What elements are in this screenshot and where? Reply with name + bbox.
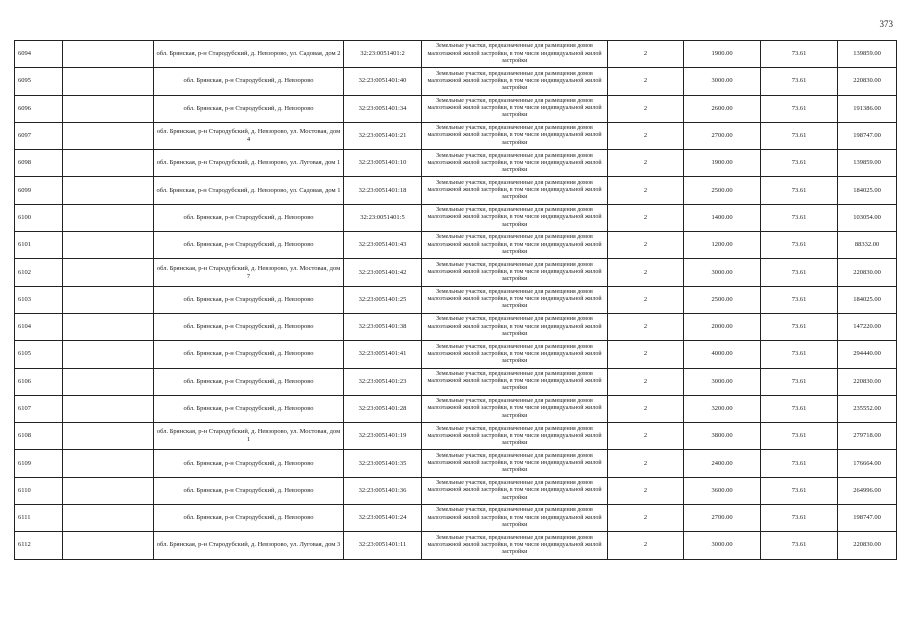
category-cell: 2 bbox=[608, 177, 684, 204]
cadastral-value-cell: 184025.00 bbox=[838, 177, 897, 204]
permitted-use-cell: Земельные участки, предназначенные для размещения домов малоэтажной жилой застройки, в том числе индивидуальной жилой застройки bbox=[422, 204, 608, 231]
permitted-use-cell: Земельные участки, предназначенные для размещения домов малоэтажной жилой застройки, в том числе индивидуальной жилой застройки bbox=[422, 368, 608, 395]
cadastral-value-cell: 176664.00 bbox=[838, 450, 897, 477]
area-cell: 2000.00 bbox=[684, 313, 761, 340]
permitted-use-cell: Земельные участки, предназначенные для размещения домов малоэтажной жилой застройки, в том числе индивидуальной жилой застройки bbox=[422, 395, 608, 422]
category-cell: 2 bbox=[608, 505, 684, 532]
permitted-use-cell: Земельные участки, предназначенные для размещения домов малоэтажной жилой застройки, в том числе индивидуальной жилой застройки bbox=[422, 259, 608, 286]
table-row bbox=[15, 150, 897, 177]
table-row bbox=[15, 286, 897, 313]
cadastral-number-cell: 32:23:0051401:2 bbox=[344, 41, 422, 68]
area-cell: 1200.00 bbox=[684, 232, 761, 259]
area-cell: 2700.00 bbox=[684, 122, 761, 149]
cadastral-number-cell: 32:23:0051401:41 bbox=[344, 341, 422, 368]
empty-cell bbox=[63, 95, 154, 122]
area-cell: 2700.00 bbox=[684, 505, 761, 532]
table-row bbox=[15, 341, 897, 368]
table-row bbox=[15, 450, 897, 477]
empty-cell bbox=[63, 450, 154, 477]
category-cell: 2 bbox=[608, 395, 684, 422]
area-cell: 1400.00 bbox=[684, 204, 761, 231]
specific-value-cell: 73.61 bbox=[761, 204, 838, 231]
specific-value-cell: 73.61 bbox=[761, 150, 838, 177]
permitted-use-cell: Земельные участки, предназначенные для размещения домов малоэтажной жилой застройки, в том числе индивидуальной жилой застройки bbox=[422, 122, 608, 149]
address-cell: обл. Брянская, р-н Стародубский, д. Невзорово bbox=[154, 450, 344, 477]
cadastral-number-cell: 32:23:0051401:38 bbox=[344, 313, 422, 340]
specific-value-cell: 73.61 bbox=[761, 41, 838, 68]
empty-cell bbox=[63, 477, 154, 504]
table-row bbox=[15, 368, 897, 395]
cadastral-value-cell: 220830.00 bbox=[838, 368, 897, 395]
empty-cell bbox=[63, 204, 154, 231]
specific-value-cell: 73.61 bbox=[761, 395, 838, 422]
empty-cell bbox=[63, 341, 154, 368]
table-row bbox=[15, 177, 897, 204]
address-cell: обл. Брянская, р-н Стародубский, д. Невзорово bbox=[154, 395, 344, 422]
row-number: 6106 bbox=[15, 368, 63, 395]
empty-cell bbox=[63, 177, 154, 204]
row-number: 6111 bbox=[15, 505, 63, 532]
category-cell: 2 bbox=[608, 95, 684, 122]
row-number: 6112 bbox=[15, 532, 63, 559]
area-cell: 2500.00 bbox=[684, 286, 761, 313]
cadastral-value-cell: 220830.00 bbox=[838, 68, 897, 95]
empty-cell bbox=[63, 41, 154, 68]
permitted-use-cell: Земельные участки, предназначенные для размещения домов малоэтажной жилой застройки, в том числе индивидуальной жилой застройки bbox=[422, 313, 608, 340]
permitted-use-cell: Земельные участки, предназначенные для размещения домов малоэтажной жилой застройки, в том числе индивидуальной жилой застройки bbox=[422, 286, 608, 313]
empty-cell bbox=[63, 259, 154, 286]
category-cell: 2 bbox=[608, 259, 684, 286]
table-row bbox=[15, 395, 897, 422]
empty-cell bbox=[63, 150, 154, 177]
cadastral-number-cell: 32:23:0051401:19 bbox=[344, 423, 422, 450]
address-cell: обл. Брянская, р-н Стародубский, д. Невзорово bbox=[154, 286, 344, 313]
empty-cell bbox=[63, 532, 154, 559]
specific-value-cell: 73.61 bbox=[761, 95, 838, 122]
specific-value-cell: 73.61 bbox=[761, 313, 838, 340]
table-row bbox=[15, 313, 897, 340]
row-number: 6098 bbox=[15, 150, 63, 177]
empty-cell bbox=[63, 122, 154, 149]
cadastral-value-cell: 264996.00 bbox=[838, 477, 897, 504]
address-cell: обл. Брянская, р-н Стародубский, д. Невзорово bbox=[154, 232, 344, 259]
cadastral-value-cell: 139859.00 bbox=[838, 150, 897, 177]
area-cell: 3600.00 bbox=[684, 477, 761, 504]
specific-value-cell: 73.61 bbox=[761, 505, 838, 532]
specific-value-cell: 73.61 bbox=[761, 368, 838, 395]
row-number: 6107 bbox=[15, 395, 63, 422]
cadastral-value-cell: 294440.00 bbox=[838, 341, 897, 368]
specific-value-cell: 73.61 bbox=[761, 341, 838, 368]
cadastral-number-cell: 32:23:0051401:11 bbox=[344, 532, 422, 559]
address-cell: обл. Брянская, р-н Стародубский, д. Невзорово bbox=[154, 368, 344, 395]
specific-value-cell: 73.61 bbox=[761, 68, 838, 95]
permitted-use-cell: Земельные участки, предназначенные для размещения домов малоэтажной жилой застройки, в том числе индивидуальной жилой застройки bbox=[422, 232, 608, 259]
category-cell: 2 bbox=[608, 150, 684, 177]
cadastral-number-cell: 32:23:0051401:5 bbox=[344, 204, 422, 231]
area-cell: 1900.00 bbox=[684, 41, 761, 68]
row-number: 6105 bbox=[15, 341, 63, 368]
cadastral-value-cell: 103054.00 bbox=[838, 204, 897, 231]
area-cell: 3000.00 bbox=[684, 532, 761, 559]
address-cell: обл. Брянская, р-н Стародубский, д. Невзорово, ул. Мостовая, дом 4 bbox=[154, 122, 344, 149]
category-cell: 2 bbox=[608, 532, 684, 559]
address-cell: обл. Брянская, р-н Стародубский, д. Невзорово, ул. Садовая, дом 1 bbox=[154, 177, 344, 204]
row-number: 6100 bbox=[15, 204, 63, 231]
permitted-use-cell: Земельные участки, предназначенные для размещения домов малоэтажной жилой застройки, в том числе индивидуальной жилой застройки bbox=[422, 450, 608, 477]
area-cell: 2400.00 bbox=[684, 450, 761, 477]
permitted-use-cell: Земельные участки, предназначенные для размещения домов малоэтажной жилой застройки, в том числе индивидуальной жилой застройки bbox=[422, 150, 608, 177]
area-cell: 4000.00 bbox=[684, 341, 761, 368]
category-cell: 2 bbox=[608, 204, 684, 231]
permitted-use-cell: Земельные участки, предназначенные для размещения домов малоэтажной жилой застройки, в том числе индивидуальной жилой застройки bbox=[422, 532, 608, 559]
cadastral-number-cell: 32:23:0051401:10 bbox=[344, 150, 422, 177]
table-row bbox=[15, 259, 897, 286]
area-cell: 3800.00 bbox=[684, 423, 761, 450]
cadastral-number-cell: 32:23:0051401:35 bbox=[344, 450, 422, 477]
area-cell: 3200.00 bbox=[684, 395, 761, 422]
specific-value-cell: 73.61 bbox=[761, 286, 838, 313]
address-cell: обл. Брянская, р-н Стародубский, д. Невзорово bbox=[154, 477, 344, 504]
specific-value-cell: 73.61 bbox=[761, 532, 838, 559]
category-cell: 2 bbox=[608, 341, 684, 368]
row-number: 6095 bbox=[15, 68, 63, 95]
empty-cell bbox=[63, 423, 154, 450]
area-cell: 1900.00 bbox=[684, 150, 761, 177]
address-cell: обл. Брянская, р-н Стародубский, д. Невзорово bbox=[154, 341, 344, 368]
cadastral-value-cell: 220830.00 bbox=[838, 532, 897, 559]
cadastral-number-cell: 32:23:0051401:18 bbox=[344, 177, 422, 204]
empty-cell bbox=[63, 286, 154, 313]
category-cell: 2 bbox=[608, 477, 684, 504]
empty-cell bbox=[63, 313, 154, 340]
table-row bbox=[15, 41, 897, 68]
permitted-use-cell: Земельные участки, предназначенные для размещения домов малоэтажной жилой застройки, в том числе индивидуальной жилой застройки bbox=[422, 423, 608, 450]
cadastral-value-cell: 184025.00 bbox=[838, 286, 897, 313]
specific-value-cell: 73.61 bbox=[761, 450, 838, 477]
cadastral-value-cell: 191386.00 bbox=[838, 95, 897, 122]
category-cell: 2 bbox=[608, 423, 684, 450]
table-row bbox=[15, 505, 897, 532]
cadastral-number-cell: 32:23:0051401:42 bbox=[344, 259, 422, 286]
category-cell: 2 bbox=[608, 450, 684, 477]
table-row bbox=[15, 204, 897, 231]
table-row bbox=[15, 68, 897, 95]
cadastral-value-cell: 279718.00 bbox=[838, 423, 897, 450]
address-cell: обл. Брянская, р-н Стародубский, д. Невзорово bbox=[154, 68, 344, 95]
table-row bbox=[15, 477, 897, 504]
cadastral-value-cell: 139859.00 bbox=[838, 41, 897, 68]
row-number: 6094 bbox=[15, 41, 63, 68]
address-cell: обл. Брянская, р-н Стародубский, д. Невзорово, ул. Луговая, дом 3 bbox=[154, 532, 344, 559]
cadastral-number-cell: 32:23:0051401:36 bbox=[344, 477, 422, 504]
area-cell: 3000.00 bbox=[684, 68, 761, 95]
area-cell: 2600.00 bbox=[684, 95, 761, 122]
permitted-use-cell: Земельные участки, предназначенные для размещения домов малоэтажной жилой застройки, в том числе индивидуальной жилой застройки bbox=[422, 177, 608, 204]
empty-cell bbox=[63, 368, 154, 395]
cadastral-value-cell: 198747.00 bbox=[838, 122, 897, 149]
address-cell: обл. Брянская, р-н Стародубский, д. Невзорово bbox=[154, 505, 344, 532]
category-cell: 2 bbox=[608, 41, 684, 68]
cadastral-value-cell: 198747.00 bbox=[838, 505, 897, 532]
row-number: 6110 bbox=[15, 477, 63, 504]
permitted-use-cell: Земельные участки, предназначенные для размещения домов малоэтажной жилой застройки, в том числе индивидуальной жилой застройки bbox=[422, 95, 608, 122]
cadastral-number-cell: 32:23:0051401:28 bbox=[344, 395, 422, 422]
row-number: 6097 bbox=[15, 122, 63, 149]
table-row bbox=[15, 532, 897, 559]
cadastral-number-cell: 32:23:0051401:25 bbox=[344, 286, 422, 313]
empty-cell bbox=[63, 232, 154, 259]
category-cell: 2 bbox=[608, 368, 684, 395]
cadastral-number-cell: 32:23:0051401:24 bbox=[344, 505, 422, 532]
row-number: 6109 bbox=[15, 450, 63, 477]
table-row bbox=[15, 423, 897, 450]
cadastral-number-cell: 32:23:0051401:23 bbox=[344, 368, 422, 395]
category-cell: 2 bbox=[608, 313, 684, 340]
cadastral-value-cell: 147220.00 bbox=[838, 313, 897, 340]
address-cell: обл. Брянская, р-н Стародубский, д. Невзорово, ул. Мостовая, дом 1 bbox=[154, 423, 344, 450]
category-cell: 2 bbox=[608, 286, 684, 313]
row-number: 6108 bbox=[15, 423, 63, 450]
permitted-use-cell: Земельные участки, предназначенные для размещения домов малоэтажной жилой застройки, в том числе индивидуальной жилой застройки bbox=[422, 68, 608, 95]
address-cell: обл. Брянская, р-н Стародубский, д. Невзорово, ул. Луговая, дом 1 bbox=[154, 150, 344, 177]
specific-value-cell: 73.61 bbox=[761, 232, 838, 259]
address-cell: обл. Брянская, р-н Стародубский, д. Невзорово, ул. Мостовая, дом 7 bbox=[154, 259, 344, 286]
empty-cell bbox=[63, 505, 154, 532]
cadastral-value-cell: 88332.00 bbox=[838, 232, 897, 259]
cadastral-number-cell: 32:23:0051401:40 bbox=[344, 68, 422, 95]
cadastral-value-cell: 235552.00 bbox=[838, 395, 897, 422]
cadastral-value-table bbox=[14, 40, 897, 560]
address-cell: обл. Брянская, р-н Стародубский, д. Невзорово, ул. Садовая, дом 2 bbox=[154, 41, 344, 68]
row-number: 6099 bbox=[15, 177, 63, 204]
row-number: 6104 bbox=[15, 313, 63, 340]
row-number: 6103 bbox=[15, 286, 63, 313]
table-row bbox=[15, 95, 897, 122]
permitted-use-cell: Земельные участки, предназначенные для размещения домов малоэтажной жилой застройки, в том числе индивидуальной жилой застройки bbox=[422, 41, 608, 68]
empty-cell bbox=[63, 395, 154, 422]
cadastral-number-cell: 32:23:0051401:34 bbox=[344, 95, 422, 122]
cadastral-number-cell: 32:23:0051401:43 bbox=[344, 232, 422, 259]
specific-value-cell: 73.61 bbox=[761, 477, 838, 504]
permitted-use-cell: Земельные участки, предназначенные для размещения домов малоэтажной жилой застройки, в том числе индивидуальной жилой застройки bbox=[422, 505, 608, 532]
address-cell: обл. Брянская, р-н Стародубский, д. Невзорово bbox=[154, 204, 344, 231]
specific-value-cell: 73.61 bbox=[761, 423, 838, 450]
row-number: 6101 bbox=[15, 232, 63, 259]
cadastral-value-cell: 220830.00 bbox=[838, 259, 897, 286]
area-cell: 3000.00 bbox=[684, 368, 761, 395]
specific-value-cell: 73.61 bbox=[761, 259, 838, 286]
category-cell: 2 bbox=[608, 122, 684, 149]
row-number: 6102 bbox=[15, 259, 63, 286]
page-number: 373 bbox=[879, 19, 893, 29]
area-cell: 2500.00 bbox=[684, 177, 761, 204]
specific-value-cell: 73.61 bbox=[761, 122, 838, 149]
empty-cell bbox=[63, 68, 154, 95]
address-cell: обл. Брянская, р-н Стародубский, д. Невзорово bbox=[154, 313, 344, 340]
category-cell: 2 bbox=[608, 232, 684, 259]
area-cell: 3000.00 bbox=[684, 259, 761, 286]
permitted-use-cell: Земельные участки, предназначенные для размещения домов малоэтажной жилой застройки, в том числе индивидуальной жилой застройки bbox=[422, 477, 608, 504]
table-body bbox=[15, 41, 897, 560]
specific-value-cell: 73.61 bbox=[761, 177, 838, 204]
category-cell: 2 bbox=[608, 68, 684, 95]
table-row bbox=[15, 122, 897, 149]
permitted-use-cell: Земельные участки, предназначенные для размещения домов малоэтажной жилой застройки, в том числе индивидуальной жилой застройки bbox=[422, 341, 608, 368]
row-number: 6096 bbox=[15, 95, 63, 122]
cadastral-number-cell: 32:23:0051401:21 bbox=[344, 122, 422, 149]
address-cell: обл. Брянская, р-н Стародубский, д. Невзорово bbox=[154, 95, 344, 122]
table-row bbox=[15, 232, 897, 259]
